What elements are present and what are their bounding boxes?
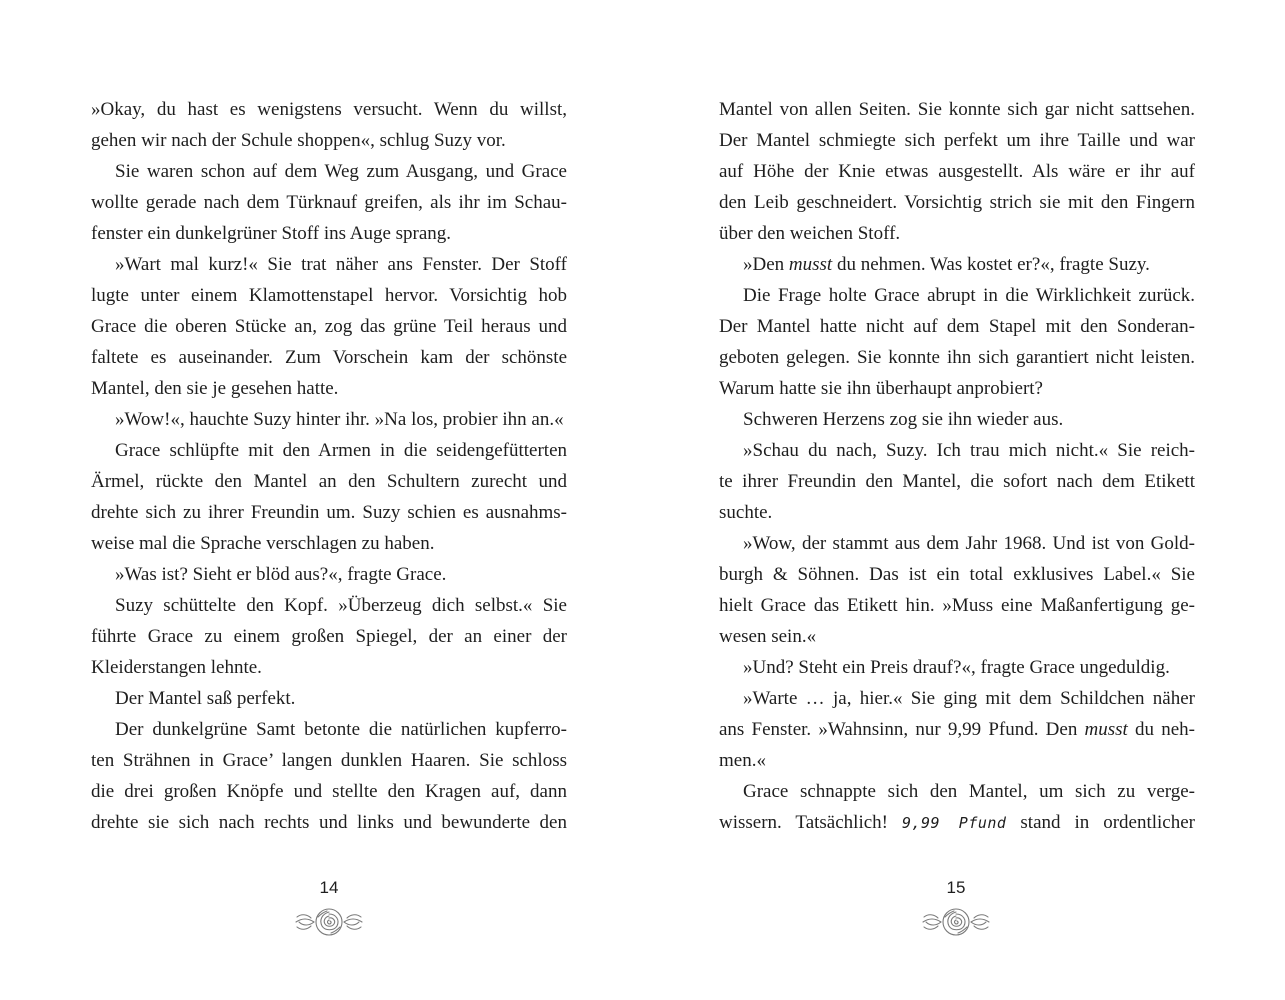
text-line: Suzy schüttelte den Kopf. »Überzeug dich selbst.« Sie — [115, 595, 567, 616]
text-run: ans Fenster. »Wahnsinn, nur 9,99 Pfund. Den — [719, 719, 1085, 740]
text-line: drehte sie sich nach rechts und links und bewunderte den — [91, 812, 567, 833]
text-line: fenster ein dunkelgrüner Stoff ins Auge sprang. — [91, 223, 452, 244]
text-line: te ihrer Freundin den Mantel, die sofort nach dem Etikett — [719, 471, 1195, 492]
text-line: Mantel, den sie je gesehen hatte. — [91, 378, 339, 399]
page-number-left: 14 — [319, 878, 339, 897]
text-line: »Warte … ja, hier.« Sie ging mit dem Schildchen näher — [743, 688, 1195, 709]
text-line: Kleiderstangen lehnte. — [91, 657, 262, 678]
text-line: auf Höhe der Knie etwas ausgestellt. Als wäre er ihr auf — [719, 161, 1195, 182]
text-line: hielt Grace das Etikett hin. »Muss eine Maßanfertigung ge- — [719, 595, 1195, 616]
left-page — [91, 94, 567, 838]
text-line: lugte unter einem Klamottenstapel hervor. Vorsichtig hob — [91, 285, 567, 306]
text-run: wissern. Tatsächlich! — [719, 812, 902, 833]
text-line: die drei großen Knöpfe und stellte den Kragen auf, dann — [91, 781, 567, 802]
handwritten-price: 9,99 Pfund — [901, 814, 1007, 832]
text-run: »Den — [743, 254, 789, 275]
rose-ornament-icon — [921, 905, 991, 939]
text-line: Die Frage holte Grace abrupt in die Wirklichkeit zurück. — [743, 285, 1195, 306]
text-line: den Leib geschneidert. Vorsichtig strich sie mit den Fingern — [719, 192, 1195, 213]
text-run: du nehmen. Was kostet er?«, fragte Suzy. — [832, 254, 1150, 275]
text-line: Der dunkelgrüne Samt betonte die natürlichen kupferro- — [115, 719, 567, 740]
text-line: Warum hatte sie ihn überhaupt anprobiert? — [719, 378, 1043, 399]
right-page — [719, 94, 1195, 838]
text-line: »Schau du nach, Suzy. Ich trau mich nicht.« Sie reich- — [743, 440, 1195, 461]
text-line: führte Grace zu einem großen Spiegel, der an einer der — [91, 626, 567, 647]
text-line: Grace schnappte sich den Mantel, um sich zu verge- — [743, 781, 1195, 802]
text-line: Der Mantel saß perfekt. — [115, 688, 296, 709]
text-line: ten Strähnen in Grace’ langen dunklen Haaren. Sie schloss — [91, 750, 567, 771]
text-line: suchte. — [719, 502, 773, 523]
text-line: Grace die oberen Stücke an, zog das grüne Teil heraus und — [91, 316, 567, 337]
text-line: wollte gerade nach dem Türknauf greifen, als ihr im Schau- — [91, 192, 567, 213]
text-line: geboten gelegen. Sie konnte ihn sich garantiert nicht leisten. — [719, 347, 1195, 368]
text-line: »Wow!«, hauchte Suzy hinter ihr. »Na los, probier ihn an.« — [115, 409, 564, 430]
text-run: stand in ordentlicher — [1006, 812, 1195, 833]
text-line: Ärmel, rückte den Mantel an den Schultern zurecht und — [91, 471, 567, 492]
text-line: men.« — [719, 750, 766, 771]
text-line — [719, 714, 1195, 745]
text-line: »Wow, der stammt aus dem Jahr 1968. Und ist von Gold- — [743, 533, 1195, 554]
text-line: »Wart mal kurz!« Sie trat näher ans Fenster. Der Stoff — [115, 254, 567, 275]
text-line: über den weichen Stoff. — [719, 223, 901, 244]
rose-ornament-icon — [294, 905, 364, 939]
emphasis-text: musst — [1084, 719, 1128, 740]
text-line: burgh & Söhnen. Das ist ein total exklusives Label.« Sie — [719, 564, 1195, 585]
text-line: wesen sein.« — [719, 626, 817, 647]
text-line: Mantel von allen Seiten. Sie konnte sich gar nicht sattsehen. — [719, 99, 1195, 120]
text-line: weise mal die Sprache verschlagen zu haben. — [91, 533, 435, 554]
text-line: gehen wir nach der Schule shoppen«, schlug Suzy vor. — [91, 130, 506, 151]
text-line: drehte sich zu ihrer Freundin um. Suzy schien es ausnahms- — [91, 502, 567, 523]
text-line — [719, 807, 1195, 838]
text-run: du neh- — [1127, 719, 1195, 740]
text-line: faltete es auseinander. Zum Vorschein kam der schönste — [91, 347, 567, 368]
emphasis-text: musst — [788, 254, 833, 275]
text-line: Schweren Herzens zog sie ihn wieder aus. — [743, 409, 1064, 430]
text-line: »Und? Steht ein Preis drauf?«, fragte Grace ungeduldig. — [743, 657, 1170, 678]
text-line: Grace schlüpfte mit den Armen in die seidengefütterten — [115, 440, 567, 461]
text-line — [719, 249, 1195, 280]
page-number-right: 15 — [946, 878, 966, 897]
text-line: Der Mantel schmiegte sich perfekt um ihre Taille und war — [719, 130, 1195, 151]
text-line: »Was ist? Sieht er blöd aus?«, fragte Grace. — [115, 564, 447, 585]
text-line: »Okay, du hast es wenigstens versucht. Wenn du willst, — [91, 99, 567, 120]
text-line: Der Mantel hatte nicht auf dem Stapel mit den Sonderan- — [719, 316, 1195, 337]
text-line: Sie waren schon auf dem Weg zum Ausgang, und Grace — [115, 161, 567, 182]
